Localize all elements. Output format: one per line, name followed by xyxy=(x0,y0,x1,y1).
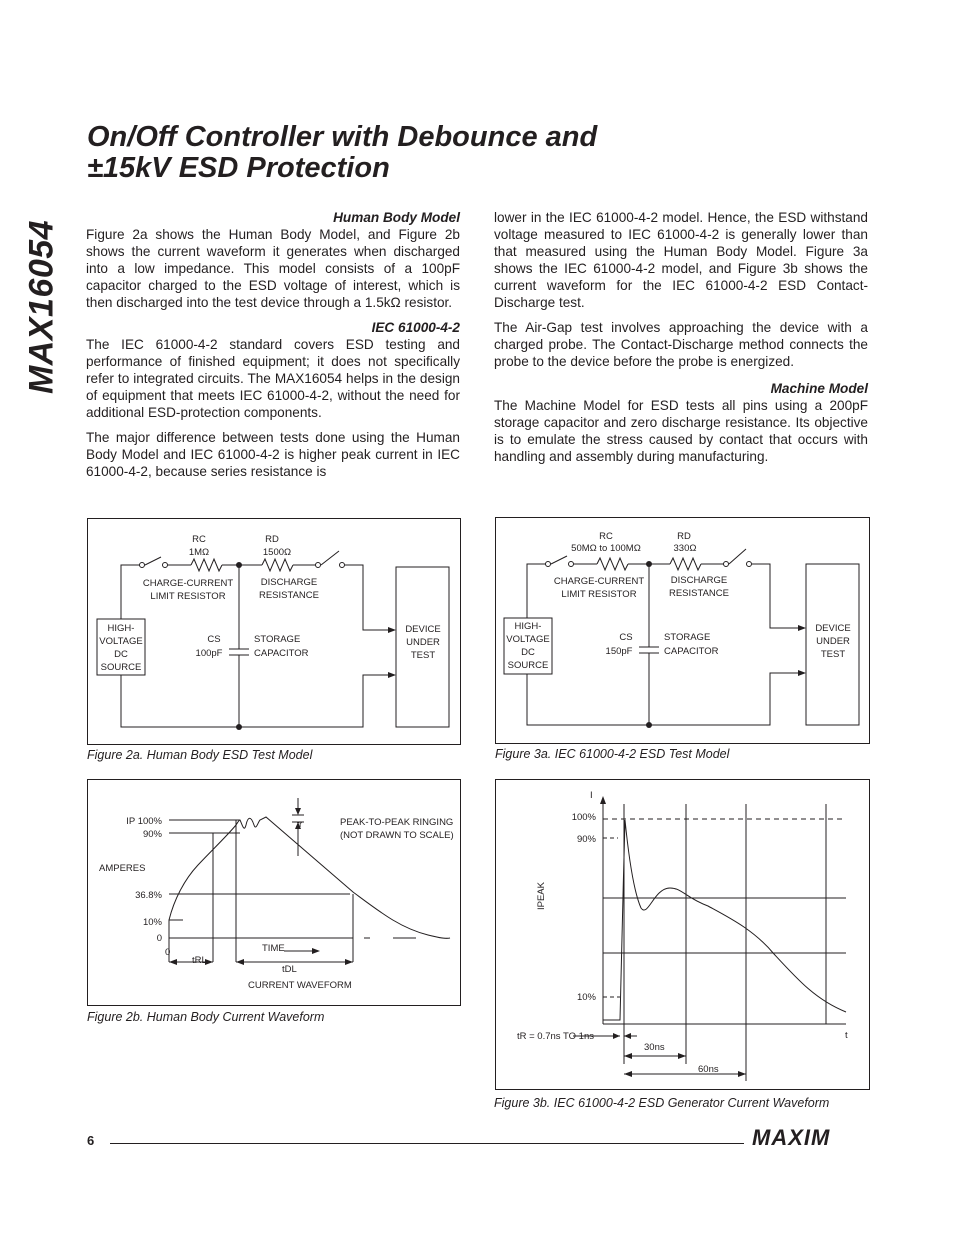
source-label-2: VOLTAGE xyxy=(99,636,143,647)
wire-source-up xyxy=(121,565,140,619)
arrow-dut-top xyxy=(388,627,396,633)
trl-arrow-left xyxy=(169,959,177,965)
heading-machine-model: Machine Model xyxy=(770,381,868,396)
label-t: t xyxy=(845,1030,848,1041)
cs-value: 150pF xyxy=(605,646,633,657)
switch-2 xyxy=(729,549,746,564)
rd-label: RD xyxy=(677,531,691,542)
label-60ns: 60ns xyxy=(698,1064,719,1075)
page-number: 6 xyxy=(87,1133,95,1148)
junction-top xyxy=(236,562,242,568)
label-trl: tRL xyxy=(192,955,207,966)
arrow-dut-bottom xyxy=(798,670,806,676)
caption-figure-2b: Figure 2b. Human Body Current Waveform xyxy=(87,1010,325,1024)
label-30ns: 30ns xyxy=(644,1042,665,1053)
caption-figure-3a: Figure 3a. IEC 61000-4-2 ESD Test Model xyxy=(495,747,730,761)
switch-2 xyxy=(321,551,339,565)
figure-3b xyxy=(495,779,870,1090)
figure-3b-waveform xyxy=(496,780,869,1089)
wire-to-dut xyxy=(345,565,392,630)
discharge-label-2: RESISTANCE xyxy=(258,590,320,601)
switch-contact-3 xyxy=(316,563,321,568)
rd-label: RD xyxy=(265,534,279,545)
label-current-waveform: CURRENT WAVEFORM xyxy=(248,980,352,991)
resistor-rd xyxy=(670,558,701,570)
ringing-arrow-down xyxy=(295,808,301,815)
label-tdl: tDL xyxy=(282,964,297,975)
source-label-4: SOURCE xyxy=(100,662,142,673)
source-label-1: HIGH- xyxy=(514,621,542,632)
switch-1 xyxy=(145,557,161,565)
switch-contact-4 xyxy=(340,563,345,568)
rc-label: RC xyxy=(599,531,613,542)
label-90: 90% xyxy=(576,834,596,845)
dut-label-3: TEST xyxy=(820,649,846,660)
tdl-arrow-left xyxy=(236,959,244,965)
label-0-y: 0 xyxy=(156,933,162,944)
arrow-30ns-right xyxy=(678,1053,686,1059)
title-line-2: ±15kV ESD Protection xyxy=(87,152,390,184)
source-label-1: HIGH- xyxy=(107,623,135,634)
cs-value: 100pF xyxy=(195,648,223,659)
rc-value: 1MΩ xyxy=(188,547,210,558)
y-axis-arrow xyxy=(600,796,606,804)
switch-contact-1 xyxy=(140,563,145,568)
resistor-rc xyxy=(191,559,222,571)
label-100: 100% xyxy=(571,812,596,823)
paragraph-iec: The IEC 61000-4-2 standard covers ESD testing and performance of finished equipment; it does not specifically refer to integrated circuits. The MAX16054 helps in the design of equipment that meets IEC 61000-4-2, without the need for additional ESD-protection components. xyxy=(86,337,460,420)
dut-label-3: TEST xyxy=(410,650,436,661)
paragraph-major-difference: The major difference between tests done using the Human Body Model and IEC 61000-4-2 is higher peak current in IEC 61000-4-2, because series resistance is xyxy=(86,430,460,479)
dut-label-2: UNDER xyxy=(816,636,850,647)
tdl-arrow-right xyxy=(345,959,353,965)
paragraph-lower-iec: lower in the IEC 61000-4-2 model. Hence, the ESD withstand voltage measured to IEC 61000-4-2 is generally lower than that measured using the Human Body Model. Figure 3a shows the IEC 61000-4-2 model, and Figure 3b shows the current waveform for the IEC 61000-4-2 ESD Contact-Discharge test. xyxy=(494,210,868,310)
side-part-number xyxy=(12,212,72,402)
storage-label-2: CAPACITOR xyxy=(254,648,309,659)
arrow-60ns-left xyxy=(624,1071,632,1077)
source-label-2: VOLTAGE xyxy=(506,634,550,645)
label-tr: tr xyxy=(297,820,302,829)
label-ipeak: IPEAK xyxy=(536,882,547,910)
tr-arrow-right xyxy=(613,1033,620,1039)
storage-label-2: CAPACITOR xyxy=(664,646,719,657)
junction-bottom xyxy=(236,724,242,730)
storage-label-1: STORAGE xyxy=(254,634,301,645)
discharge-label-1: DISCHARGE xyxy=(260,577,318,588)
charge-resistor-label-2: LIMIT RESISTOR xyxy=(150,591,226,602)
charge-resistor-label-1: CHARGE-CURRENT xyxy=(553,576,645,587)
iec-current-curve xyxy=(603,820,846,1020)
storage-label-1: STORAGE xyxy=(664,632,711,643)
wire-ground xyxy=(121,675,392,727)
charge-resistor-label-2: LIMIT RESISTOR xyxy=(561,589,637,600)
switch-contact-3 xyxy=(724,562,729,567)
maxim-logo: MAXIM xyxy=(752,1125,831,1150)
source-label-3: DC xyxy=(114,649,128,660)
time-arrow-head xyxy=(312,948,320,954)
figure-2b-waveform xyxy=(88,780,460,1005)
source-label-4: SOURCE xyxy=(507,660,549,671)
label-90: 90% xyxy=(142,829,162,840)
wire-source-up xyxy=(527,564,546,618)
right-column xyxy=(494,209,868,473)
rd-value: 1500Ω xyxy=(262,547,292,558)
junction-top xyxy=(646,561,652,567)
arrow-dut-bottom xyxy=(388,672,396,678)
resistor-rc xyxy=(597,558,628,570)
rc-value: 50MΩ to 100MΩ xyxy=(571,543,641,554)
arrow-dut-top xyxy=(798,625,806,631)
left-column xyxy=(86,209,460,488)
paragraph-human-body-model: Figure 2a shows the Human Body Model, and Figure 2b shows the current waveform it generates when discharged into a low impedance. This model consists of a 100pF capacitor charged to the ESD voltage of interest, which is then discharged into the test device through a 1.5kΩ resistor. xyxy=(86,227,460,310)
switch-contact-2 xyxy=(163,563,168,568)
heading-iec: IEC 61000-4-2 xyxy=(371,320,460,335)
label-10: 10% xyxy=(576,992,596,1003)
arrow-30ns-left xyxy=(624,1053,632,1059)
rc-label: RC xyxy=(192,534,206,545)
figure-3a-schematic xyxy=(496,518,869,743)
dut-label-1: DEVICE xyxy=(405,624,441,635)
charge-resistor-label-1: CHARGE-CURRENT xyxy=(142,578,234,589)
label-ringing-2: (NOT DRAWN TO SCALE) xyxy=(340,830,454,841)
switch-contact-4 xyxy=(747,562,752,567)
title-line-1: On/Off Controller with Debounce and xyxy=(87,121,598,153)
label-10: 10% xyxy=(142,917,162,928)
heading-human-body-model: Human Body Model xyxy=(333,210,460,225)
caption-figure-3b: Figure 3b. IEC 61000-4-2 ESD Generator Current Waveform xyxy=(494,1096,830,1110)
label-36-8: 36.8% xyxy=(135,890,162,901)
label-0-x: 0 xyxy=(165,947,171,958)
source-label-3: DC xyxy=(521,647,535,658)
dut-label-1: DEVICE xyxy=(815,623,851,634)
figure-3a xyxy=(495,517,870,744)
footer-rule xyxy=(110,1143,744,1144)
paragraph-air-gap: The Air-Gap test involves approaching the device with a charged probe. The Contact-Discharge method connects the probe to the device before the probe is energized. xyxy=(494,320,868,369)
label-ringing-1: PEAK-TO-PEAK RINGING xyxy=(340,817,454,828)
wire-ground xyxy=(527,673,800,725)
switch-contact-1 xyxy=(546,562,551,567)
resistor-rd xyxy=(262,559,293,571)
figure-2a xyxy=(87,518,461,745)
switch-contact-2 xyxy=(569,562,574,567)
junction-bottom xyxy=(646,722,652,728)
paragraph-machine-model: The Machine Model for ESD tests all pins using a 200pF storage capacitor and zero discharge resistance. Its objective is to emulate the stress caused by contact that occurs with handling and assembly during manufacturing. xyxy=(494,398,868,464)
figure-2a-schematic xyxy=(88,519,460,744)
cs-label: CS xyxy=(207,634,221,645)
dut-label-2: UNDER xyxy=(406,637,440,648)
tr-arrow-left xyxy=(624,1033,631,1039)
rd-value: 330Ω xyxy=(673,543,697,554)
cs-label: CS xyxy=(619,632,633,643)
wire-to-dut xyxy=(752,564,800,628)
label-time: TIME xyxy=(262,943,285,954)
side-part-number-text: MAX16054 xyxy=(22,219,61,395)
discharge-label-1: DISCHARGE xyxy=(670,575,728,586)
figure-2b xyxy=(87,779,461,1006)
label-amperes: AMPERES xyxy=(99,863,146,874)
switch-1 xyxy=(551,556,567,564)
label-tr: tR = 0.7ns TO 1ns xyxy=(516,1031,594,1042)
caption-figure-2a: Figure 2a. Human Body ESD Test Model xyxy=(87,748,313,762)
arrow-60ns-right xyxy=(738,1071,746,1077)
label-ip-100: IP 100% xyxy=(126,816,162,827)
discharge-label-2: RESISTANCE xyxy=(668,588,730,599)
page-title xyxy=(87,122,807,184)
label-i: I xyxy=(590,790,593,801)
